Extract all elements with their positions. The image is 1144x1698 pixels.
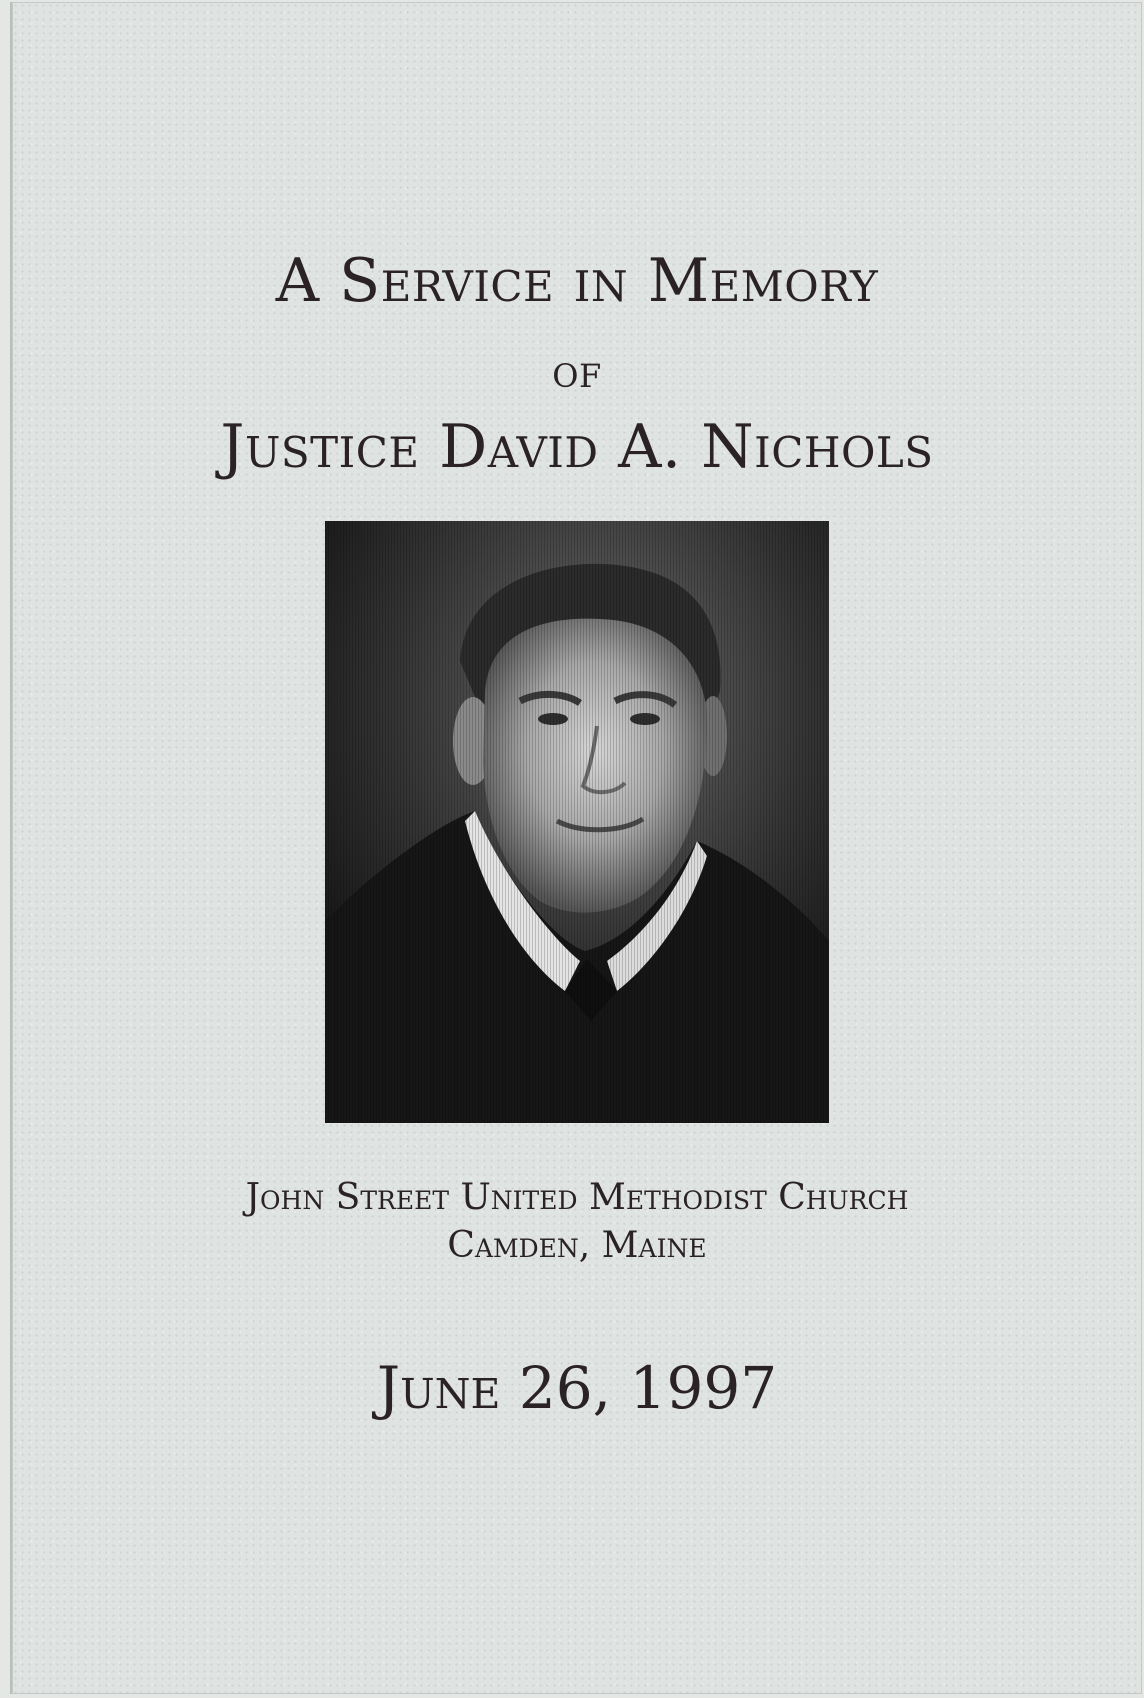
portrait-photo: [325, 521, 829, 1123]
church-location: Camden, Maine: [447, 1225, 707, 1266]
title-line-2: of: [552, 344, 602, 398]
program-cover: [10, 2, 1142, 1694]
title-line-1: A Service in Memory: [275, 246, 879, 316]
portrait-photo-icon: [325, 521, 829, 1123]
church-name: John Street United Methodist Church: [245, 1177, 909, 1218]
service-date: June 26, 1997: [376, 1354, 778, 1422]
title-line-3: Justice David A. Nichols: [220, 412, 934, 482]
